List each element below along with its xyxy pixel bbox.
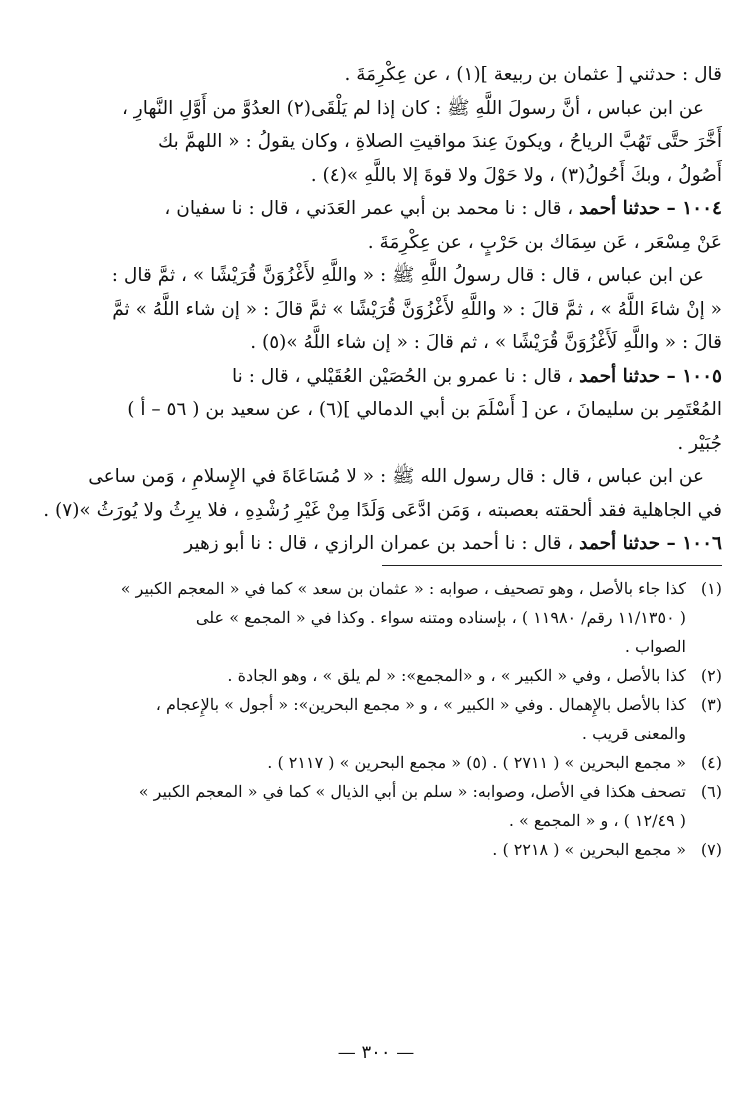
hadith-number: ١٠٠٦ – حدثنا أحمد (579, 533, 722, 554)
text-line (30, 58, 722, 92)
line-text: « إنْ شاءَ اللَّهُ » ، ثمَّ قالَ : « واللَّهِ لأَغْزُوَنَّ قُرَيْشًا » ثمَّ قالَ : « إن شاء اللَّهُ » ثمَّ (112, 298, 722, 320)
text-line (30, 293, 722, 327)
line-text: المُعْتَمِر بن سليمانَ ، عن [ أَسْلَمَ بن أبي الدمالي ](٦) ، عن سعيد بن ( ٥٦ – أ ) (127, 399, 722, 420)
footnote (30, 777, 722, 806)
line-text: عن ابن عباس ، أنَّ رسولَ اللَّهِ ﷺ : كان إذا لم يَلْقَى(٢) العدُوَّ من أَوَّلِ النَّهارِ ، (121, 97, 704, 119)
footnote-continuation: الصواب . (624, 636, 686, 656)
footnote-number: (٦) (700, 781, 722, 801)
footnote (30, 748, 722, 777)
hadith-heading-line (30, 360, 722, 394)
footnote-continuation: ( ١٢/٤٩ ) ، و « المجمع » . (508, 810, 686, 830)
main-text (30, 58, 722, 561)
text-line (30, 326, 722, 360)
line-text: عن ابن عباس ، قال : قال رسولُ اللَّهِ ﷺ : « واللَّهِ لأَغْزُوَنَّ قُرَيْشًا » ، ثمَّ قال : (111, 265, 704, 286)
page-number: — ٣٠٠ — (337, 1042, 415, 1063)
footnote-text: تصحف هكذا في الأصل، وصوابه: « سلم بن أبي الذيال » كما في « المعجم الكبير » (138, 781, 686, 801)
line-text: أَخَّرَ حتَّى تَهُبَّ الرياحُ ، ويكونَ عِندَ مواقيتِ الصلاةِ ، وكان يقولُ : « اللهمَّ بك (158, 131, 722, 152)
text-line (30, 427, 722, 461)
line-text: ، قال : نا محمد بن أبي عمر العَدَني ، قال : نا سفيان ، (164, 198, 580, 219)
footnote (30, 835, 722, 864)
footnote-continuation: والمعنى قريب . (581, 723, 686, 743)
footnote-number: (٣) (700, 694, 722, 714)
line-text: قال : حدثني [ عثمان بن ربيعة ](١) ، عن عِكْرِمَةَ . (344, 64, 722, 85)
text-line (30, 226, 722, 260)
line-text: عَنْ مِسْعَر ، عَن سِمَاك بن حَرْبٍ ، عن عِكْرِمَةَ . (367, 231, 722, 253)
text-line (30, 393, 722, 427)
line-text: أَصُولُ ، وبكَ أَحُولُ(٣) ، ولا حَوْلَ ولا قوةَ إلا باللَّهِ »(٤) . (310, 164, 722, 186)
text-line (30, 259, 722, 293)
footnote-text: كذا بالأصل بالإِهمال . وفي « الكبير » ، و « مجمع البحرين»: « أجول » بالإِعجام ، (155, 694, 686, 714)
footnote-text: « مجمع البحرين » ( ٢٢١٨ ) . (492, 839, 686, 859)
line-text: ، قال : نا عمرو بن الحُصَيْن العُقَيْلي ، قال : نا (232, 365, 580, 387)
hadith-number: ١٠٠٤ – حدثنا أحمد (579, 198, 722, 219)
footnote-number: (٤) (700, 752, 722, 772)
line-text: قالَ : « واللَّهِ لَأَغْزُوَنَّ قُرَيْشًا » ، ثم قالَ : « إن شاء اللَّهُ »(٥) . (250, 332, 722, 353)
footnote-divider (382, 565, 722, 566)
footnote-text: كذا بالأصل ، وفي « الكبير » ، و «المجمع»: « لم يلق » ، وهو الجادة . (227, 665, 686, 685)
line-text: في الجاهلية فقد ألحقته بعصبته ، وَمَن ادَّعَى وَلَدًا مِنْ غَيْرِ رُشْدِهِ ، فلا يرِثُ ولا يُورَثُ »(٧) . (43, 499, 722, 521)
line-text: جُبَيْر . (677, 432, 722, 454)
text-line (30, 460, 722, 494)
page-content (30, 58, 722, 864)
hadith-heading-line (30, 192, 722, 226)
footnote-text: « مجمع البحرين » ( ٢٧١١ ) . (٥) « مجمع البحرين » ( ٢١١٧ ) . (267, 752, 686, 772)
text-line (30, 159, 722, 193)
text-line (30, 125, 722, 159)
text-line (30, 92, 722, 126)
footnote-number: (١) (700, 578, 722, 598)
text-line (30, 494, 722, 528)
footnotes (30, 574, 722, 864)
line-text: عن ابن عباس ، قال : قال رسول الله ﷺ : « لا مُسَاعَاةَ في الإِسلامِ ، وَمن ساعى (88, 466, 704, 487)
footnote-text: كذا جاء بالأصل ، وهو تصحيف ، صوابه : « عثمان بن سعد » كما في « المعجم الكبير » (120, 578, 686, 598)
line-text: ، قال : نا أحمد بن عمران الرازي ، قال : نا أبو زهير (184, 533, 580, 554)
hadith-heading-line (30, 527, 722, 561)
footnote-number: (٧) (700, 839, 722, 859)
footnote (30, 690, 722, 719)
footnote (30, 574, 722, 603)
footnote-number: (٢) (700, 665, 722, 685)
hadith-number: ١٠٠٥ – حدثنا أحمد (579, 365, 722, 387)
footnote-continuation: ( ١١/١٣٥٠ رقم/ ١١٩٨٠ ) ، بإسناده ومتنه سواء . وكذا في « المجمع » على (195, 607, 686, 627)
footnote (30, 661, 722, 690)
